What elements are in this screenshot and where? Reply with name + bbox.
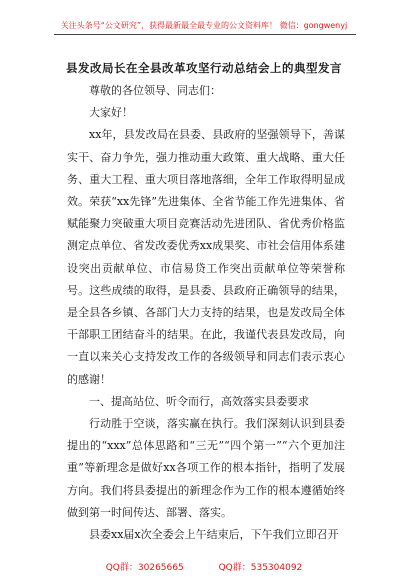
promo-header: 关注头条号“公文研究”，获得最新最全最专业的公文资料库！ 微信：gongwenyj [60,21,348,30]
qq-group-2: QQ群：535304092 [218,563,303,573]
section-heading: 一、提高站位、听令而行，高效落实县委要求 [89,394,309,408]
greeting: 大家好！ [89,106,133,120]
body-paragraph: 行动胜于空谈，落实赢在执行。我们深刻认识到县委提出的“xxx”总体思路和“三无”“四个第一”“六个更加注重”等新理念是做好xx各项工作的根本指针，指明了发展方向。我们将县委提出的新理念作为工作的根本遵循始终做到第一时间传达、部署、落实。 [67,417,345,519]
header-divider [54,34,356,35]
qq-group-1: QQ群：30265665 [105,563,184,573]
footer-contacts [0,560,408,573]
document-title: 县发改局长在全县改革攻坚行动总结会上的典型发言 [66,61,342,75]
document-body [67,80,345,546]
salutation: 尊敬的各位领导、同志们： [89,84,221,97]
body-paragraph: 县委xx届x次全委会上午结束后，下午我们立即召开 [89,528,339,542]
body-paragraph: xx年，县发改局在县委、县政府的坚强领导下，善谋实干、奋力争先，强力推动重大政策、重大战略、重大任务、重大工程、重大项目落地落细，全年工作取得明显成效。荣获“xx先锋”先进集体、全省节能工作先进集体、省赋能聚力突破重大项目竞赛活动先进团队、省优秀价格监测定点单位、省发改委优秀xx成果奖、市社会信用体系建设突出贡献单位、市信易贷工作突出贡献单位等荣誉称号。这些成绩的取得，是县委、县政府正确领导的结果，是全县各乡镇、各部门大力支持的结果，也是发改局全体干部职工团结奋斗的结果。在此，我谨代表县发改局，向一直以来关心支持发改工作的各级领导和同志们表示衷心的感谢！ [67,128,345,386]
